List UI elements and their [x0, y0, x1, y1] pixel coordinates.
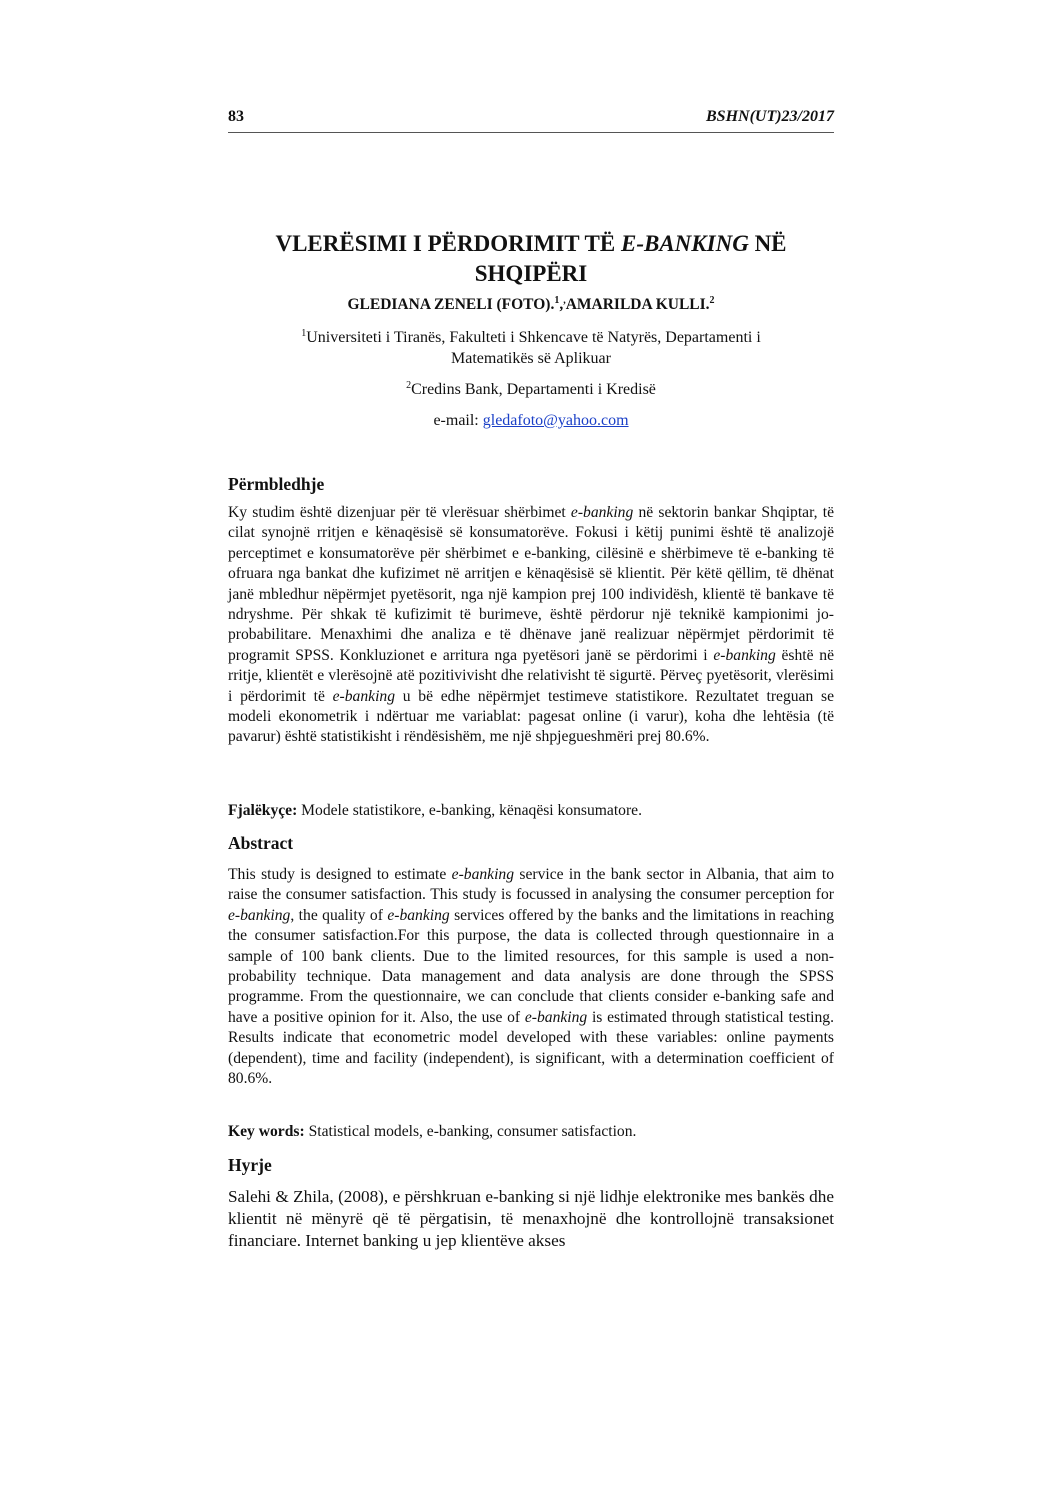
paper-title: VLERËSIMI I PËRDORIMIT TË E-BANKING NË SHQIPËRI [275, 231, 787, 286]
affiliation-1: $^1$Universiteti i Tiranës, Fakulteti i Shkencave të Natyrës, Departamenti i Matematikës së Aplikuar [301, 328, 761, 367]
introduction-text: Salehi & Zhila, (2008), e përshkruan e-banking si një lidhje elektronike mes bankës dhe klientit në mënyrë që të përgatisin, të menaxhojnë dhe kontrollojnë transaksionet financiare. Internet banking u jep klientëve akses [228, 1187, 834, 1250]
running-header [228, 108, 834, 133]
email-link[interactable]: gledafoto@yahoo.com [482, 412, 629, 429]
author-list: GLEDIANA ZENELI (FOTO).$^1$,,AMARILDA KULLI.$^2$ [347, 295, 715, 313]
author-name: AMARILDA KULLI. [565, 296, 710, 313]
affiliation-2: $^2$Credins Bank, Departamenti i Kredisë [406, 380, 656, 398]
section-heading-hyrje: Hyrje [228, 1155, 272, 1175]
section-heading-permbledhje: Përmbledhje [228, 474, 325, 494]
section-heading-abstract: Abstract [228, 833, 294, 853]
journal-reference: BSHN(UT)23/2017 [706, 108, 834, 125]
abstract-english: This study is designed to estimate e-banking service in the bank sector in Albania, that aim to raise the consumer satisfaction. This study is focussed in analysing the consumer perception for e-banking, the quality of e-banking services offered by the banks and the limitations in reaching the consumer satisfaction.For this purpose, the data is collected through questionnaire in a sample of 100 bank clients. Due to the limited resources, for this sample is used a non-probability technique. Data management and data analysis are done through the SPSS programme. From the questionnaire, we can conclude that clients consider e-banking safe and have a positive opinion for it. Also, the use of e-banking is estimated through statistical testing. Results indicate that econometric model developed with these variables: online payments (dependent), time and facility (independent), is significant, with a determination coefficient of 80.6%. [228, 866, 835, 1088]
keywords-albanian: Fjalëkyçe: Modele statistikore, e-banking, kënaqësi konsumatore. [228, 802, 642, 819]
author-name: GLEDIANA ZENELI (FOTO). [347, 296, 555, 313]
page-number: 83 [228, 108, 244, 125]
contact-email: e-mail: gledafoto@yahoo.com [433, 412, 629, 429]
abstract-albanian: Ky studim është dizenjuar për të vlerësuar shërbimet e-banking në sektorin bankar Shqiptar, të cilat synojnë rritjen e kënaqësisë së konsumatorëve. Fokusi i këtij punimi është të analizojë perceptimet e konsumatorëve për shërbimet e e-banking, cilësinë e shërbimeve të e-banking të ofruara nga bankat dhe kufizimet në arritjen e kënaqësisë së klientit. Për këtë qëllim, të dhënat janë mbledhur nëpërmjet pyetësorit, nga një kampion prej 100 individësh, klientë të bankave të ndryshme. Për shkak të kufizimit të burimeve, është përdorur një teknikë kampionimi jo-probabilitare. Menaxhimi dhe analiza e të dhënave janë realizuar nëpërmjet përdorimit të programit SPSS. Konkluzionet e arritura nga pyetësori janë se përdorimi i e-banking është në rritje, klientët e vlerësojnë atë pozitivivisht dhe relativisht të sigurtë. Përveç pyetësorit, vlerësimi i përdorimit të e-banking u bë edhe nëpërmjet testimeve statistikore. Rezultatet treguan se modeli ekonometrik i ndërtuar me variablat: pagesat online (i varur), koha dhe lehtësia (të pavarur) është statistikisht i rëndësishëm, me një shpjegueshmëri prej 80.6%. [228, 504, 834, 746]
keywords-english: Key words: Statistical models, e-banking, consumer satisfaction. [228, 1123, 637, 1140]
